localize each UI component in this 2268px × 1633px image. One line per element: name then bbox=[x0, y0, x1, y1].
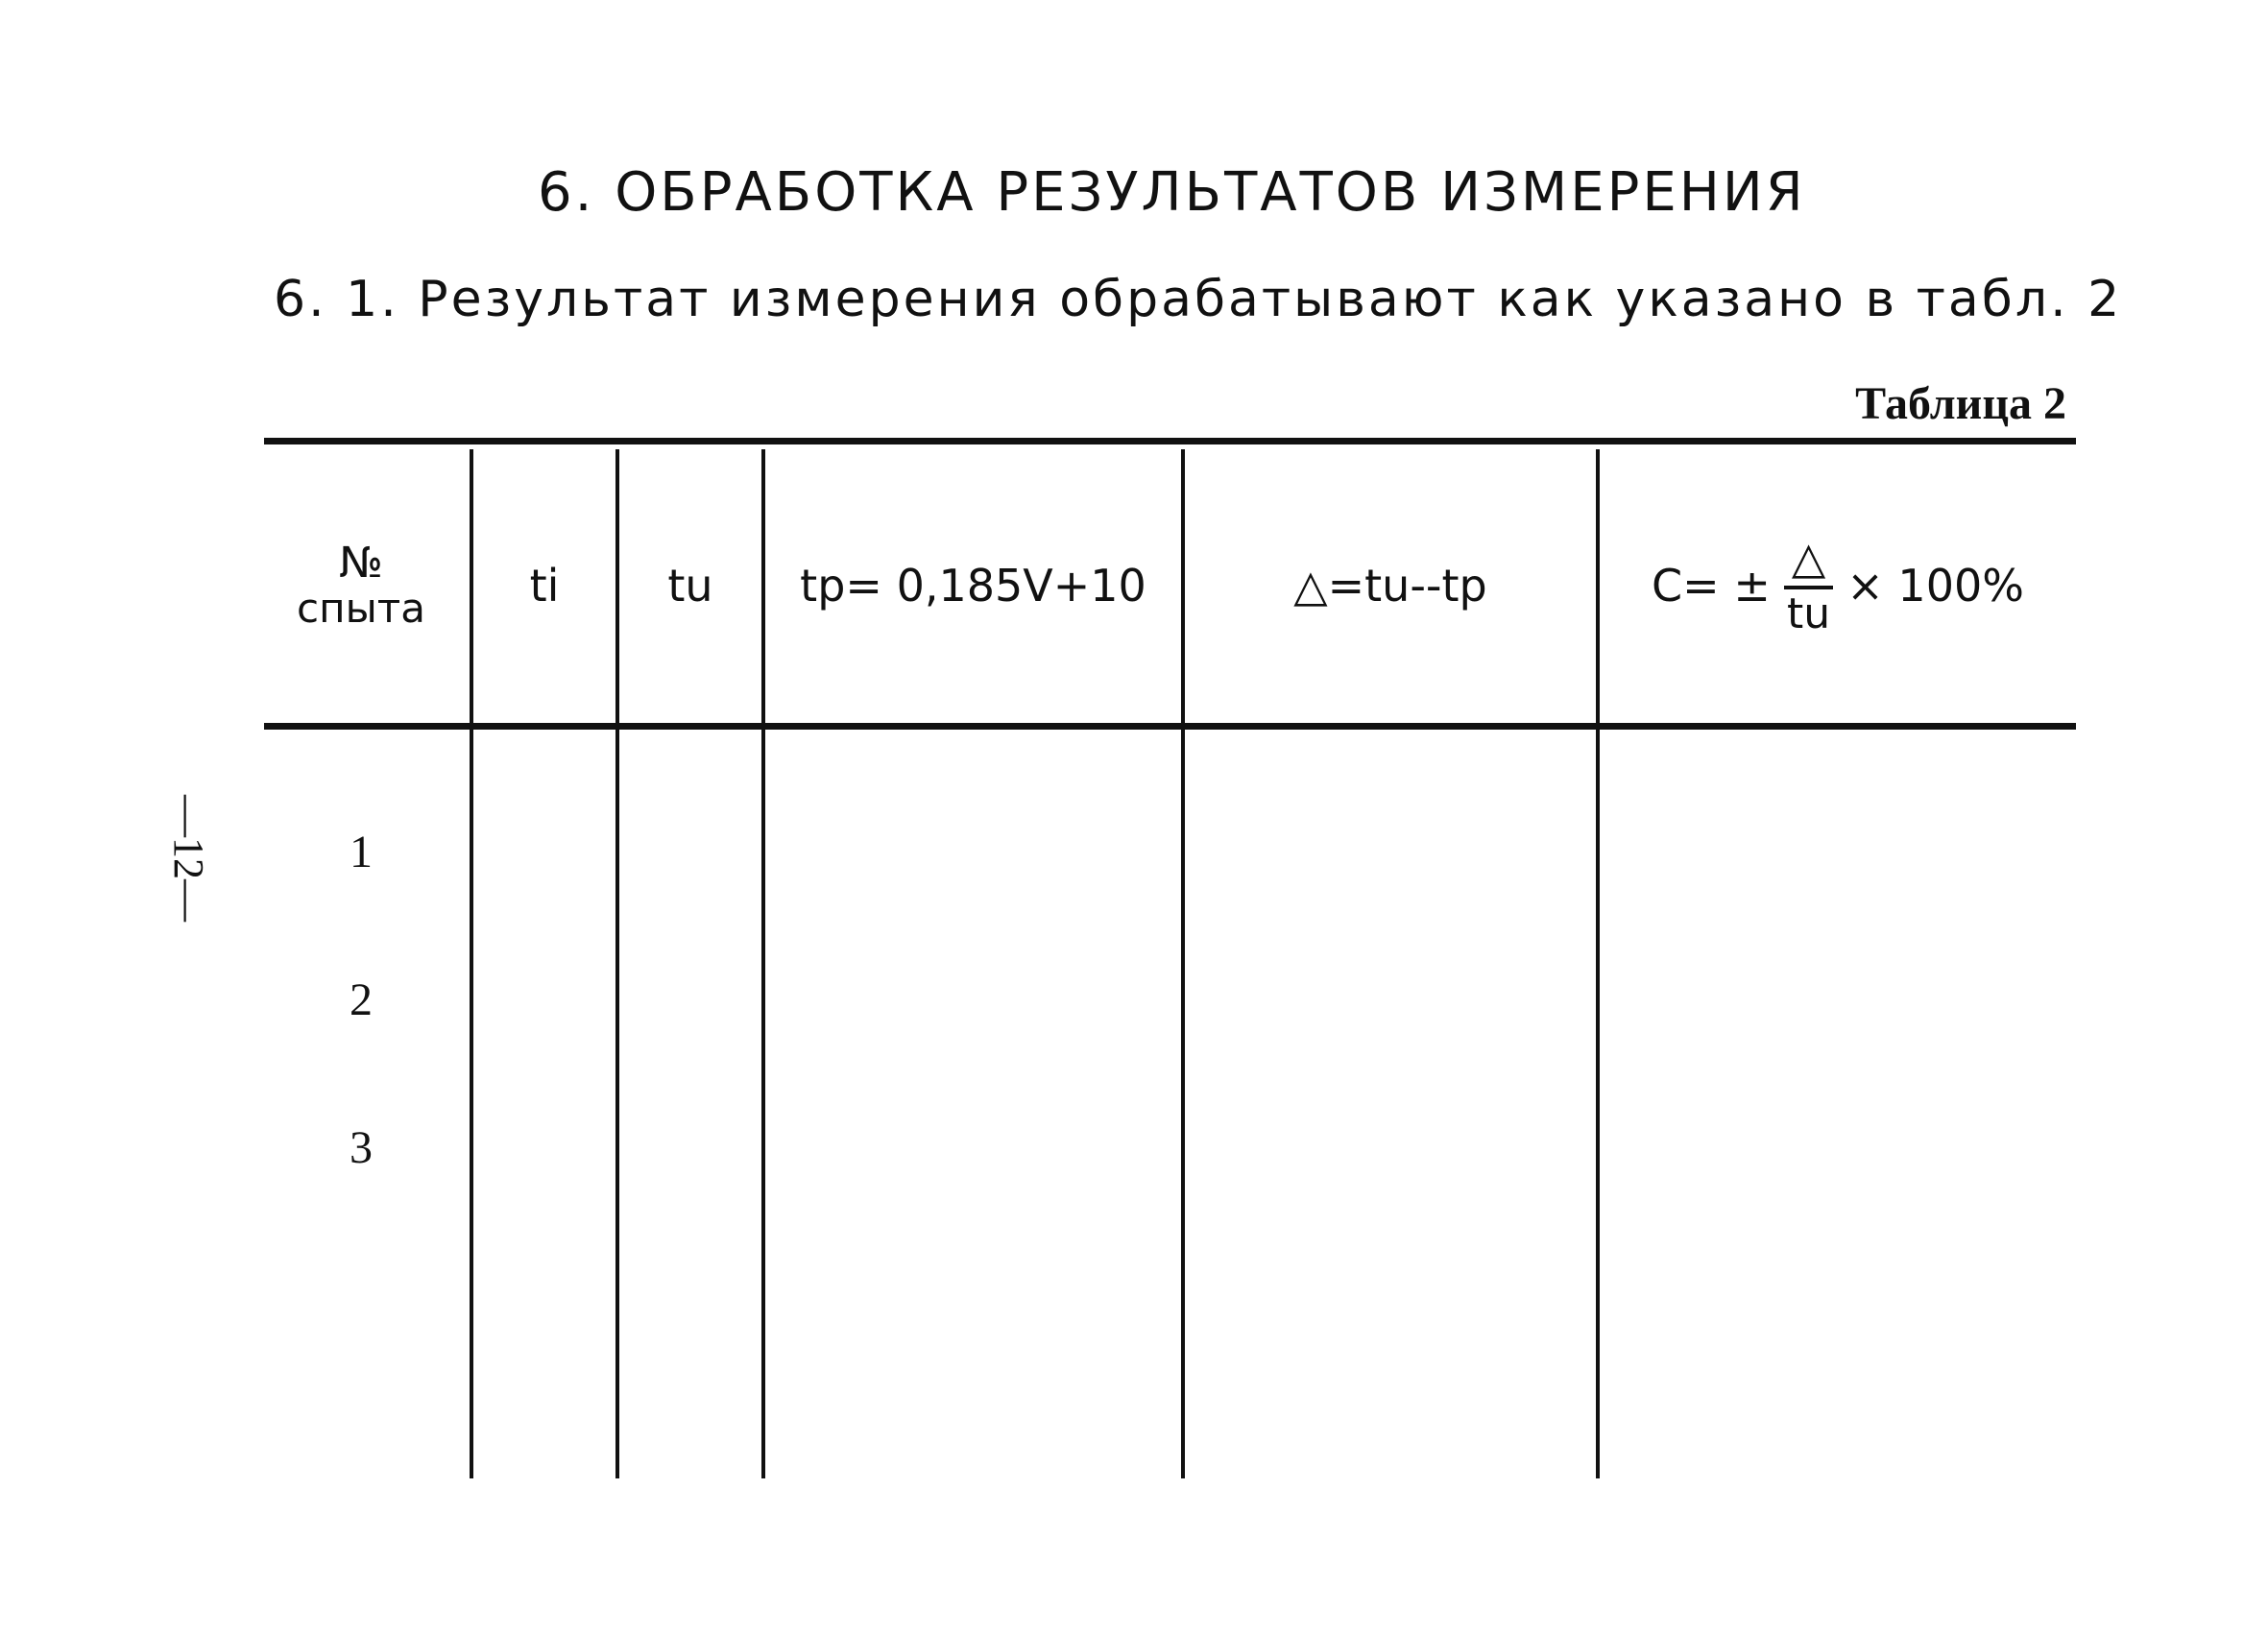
c-prefix: C= ± bbox=[1652, 560, 1771, 612]
section-title: 6. ОБРАБОТКА РЕЗУЛЬТАТОВ ИЗМЕРЕНИЯ bbox=[538, 161, 1806, 224]
fraction-numerator: △ bbox=[1784, 536, 1833, 589]
number-label: спыта bbox=[297, 585, 425, 633]
table-header-rule bbox=[264, 723, 2076, 730]
header-ti: ti bbox=[529, 560, 560, 612]
c-suffix: × 100% bbox=[1846, 560, 2024, 612]
table-top-rule bbox=[264, 438, 2076, 444]
fraction-denominator: tu bbox=[1787, 589, 1831, 638]
row-number: 3 bbox=[350, 1122, 373, 1173]
header-tp-formula: tp= 0,185V+10 bbox=[800, 560, 1146, 612]
row-number: 2 bbox=[350, 974, 373, 1025]
page-number: —12— bbox=[165, 795, 212, 922]
header-test-number bbox=[265, 451, 457, 720]
delta-over-tu-fraction bbox=[1784, 532, 1833, 638]
header-tu: tu bbox=[667, 560, 713, 612]
header-c-formula bbox=[1600, 451, 2076, 720]
table-caption: Таблица 2 bbox=[1855, 378, 2066, 429]
number-sign: № bbox=[339, 538, 383, 588]
intro-text: 6. 1. Результат измерения обрабатывают как указано в табл. 2 bbox=[274, 271, 2123, 328]
header-delta-formula: △=tu--tp bbox=[1293, 560, 1487, 612]
row-number: 1 bbox=[350, 827, 373, 877]
